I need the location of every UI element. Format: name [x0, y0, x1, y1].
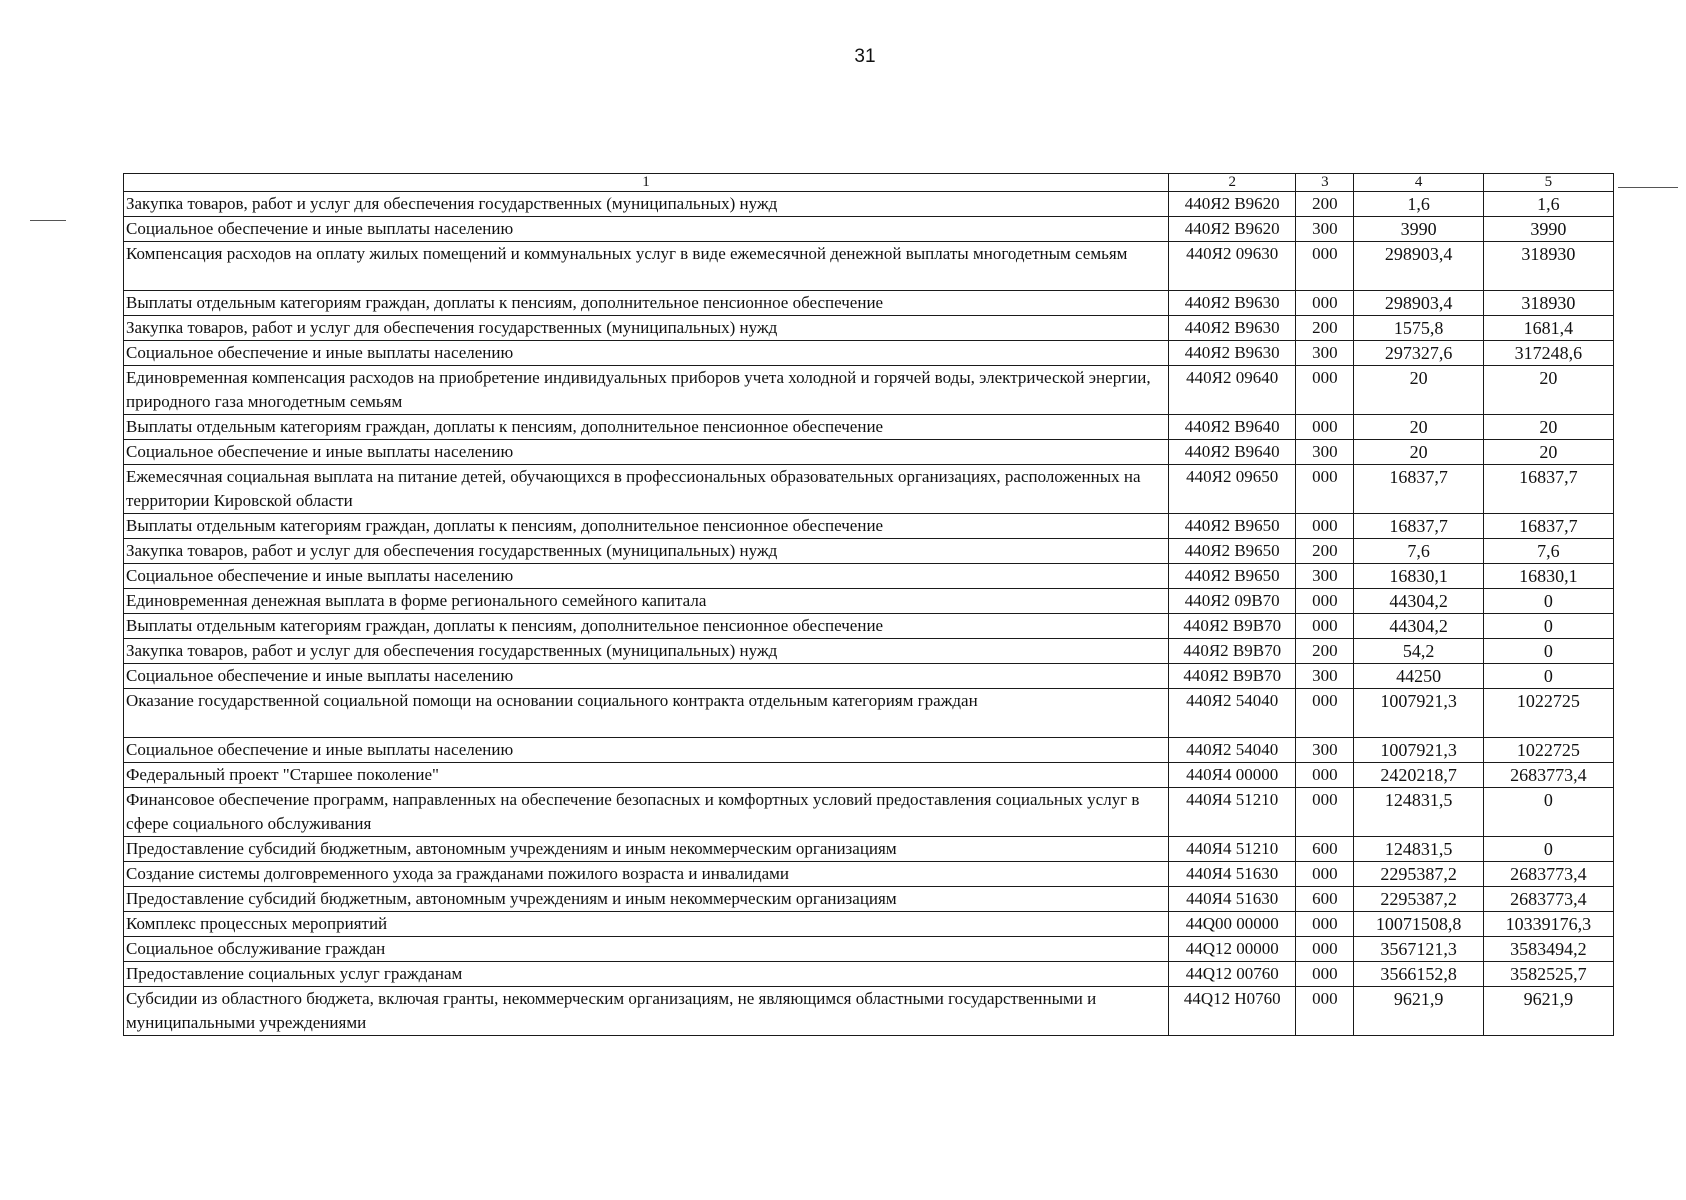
- row-code-cell: 440Я2 В9В70: [1169, 664, 1296, 689]
- row-value-col4-cell: 1,6: [1354, 192, 1483, 217]
- row-name-cell: Социальное обеспечение и иные выплаты населению: [124, 440, 1169, 465]
- row-type-cell: 200: [1296, 316, 1354, 341]
- row-type-cell: 000: [1296, 614, 1354, 639]
- row-value-col4-cell: 16830,1: [1354, 564, 1483, 589]
- row-type-cell: 000: [1296, 242, 1354, 291]
- row-type-cell: 000: [1296, 987, 1354, 1036]
- row-value-col5-cell: 0: [1483, 664, 1613, 689]
- table-row: [124, 316, 1614, 341]
- row-code-cell: 440Я2 В9650: [1169, 564, 1296, 589]
- row-name-cell: Социальное обслуживание граждан: [124, 937, 1169, 962]
- row-value-col5-cell: 1022725: [1483, 689, 1613, 738]
- row-code-cell: 440Я2 54040: [1169, 689, 1296, 738]
- row-code-cell: 440Я2 В9650: [1169, 514, 1296, 539]
- row-name-cell: Предоставление субсидий бюджетным, автономным учреждениям и иным некоммерческим организациям: [124, 887, 1169, 912]
- row-name-cell: Предоставление социальных услуг гражданам: [124, 962, 1169, 987]
- row-type-cell: 000: [1296, 962, 1354, 987]
- table-row: [124, 862, 1614, 887]
- row-type-cell: 300: [1296, 564, 1354, 589]
- row-value-col5-cell: 0: [1483, 614, 1613, 639]
- row-name-cell: Закупка товаров, работ и услуг для обеспечения государственных (муниципальных) нужд: [124, 316, 1169, 341]
- row-value-col4-cell: 3990: [1354, 217, 1483, 242]
- table-row: [124, 912, 1614, 937]
- row-name-cell: Социальное обеспечение и иные выплаты населению: [124, 738, 1169, 763]
- row-value-col5-cell: 9621,9: [1483, 987, 1613, 1036]
- row-type-cell: 000: [1296, 465, 1354, 514]
- row-type-cell: 300: [1296, 440, 1354, 465]
- row-value-col4-cell: 3567121,3: [1354, 937, 1483, 962]
- row-value-col5-cell: 1681,4: [1483, 316, 1613, 341]
- row-type-cell: 000: [1296, 937, 1354, 962]
- row-type-cell: 600: [1296, 887, 1354, 912]
- column-header: 3: [1296, 174, 1354, 192]
- row-type-cell: 300: [1296, 217, 1354, 242]
- table-row: [124, 366, 1614, 415]
- row-name-cell: Федеральный проект "Старшее поколение": [124, 763, 1169, 788]
- row-code-cell: 440Я2 В9В70: [1169, 614, 1296, 639]
- row-value-col5-cell: 3990: [1483, 217, 1613, 242]
- row-type-cell: 000: [1296, 788, 1354, 837]
- row-name-cell: Оказание государственной социальной помощи на основании социального контракта отдельным категориям граждан: [124, 689, 1169, 738]
- row-type-cell: 000: [1296, 912, 1354, 937]
- table-row: [124, 415, 1614, 440]
- row-value-col4-cell: 44304,2: [1354, 589, 1483, 614]
- column-header: 5: [1483, 174, 1613, 192]
- table-row: [124, 738, 1614, 763]
- row-code-cell: 44Q12 00000: [1169, 937, 1296, 962]
- row-value-col5-cell: 1,6: [1483, 192, 1613, 217]
- row-code-cell: 44Q12 Н0760: [1169, 987, 1296, 1036]
- row-value-col5-cell: 0: [1483, 589, 1613, 614]
- row-type-cell: 000: [1296, 862, 1354, 887]
- table-row: [124, 664, 1614, 689]
- row-name-cell: Социальное обеспечение и иные выплаты населению: [124, 664, 1169, 689]
- table-row: [124, 962, 1614, 987]
- row-value-col4-cell: 20: [1354, 440, 1483, 465]
- table-row: [124, 514, 1614, 539]
- row-name-cell: Ежемесячная социальная выплата на питание детей, обучающихся в профессиональных образовательных организациях, расположенных на территории Кировской области: [124, 465, 1169, 514]
- row-value-col4-cell: 297327,6: [1354, 341, 1483, 366]
- row-value-col4-cell: 124831,5: [1354, 837, 1483, 862]
- table-body: [124, 192, 1614, 1036]
- row-type-cell: 000: [1296, 366, 1354, 415]
- row-type-cell: 000: [1296, 763, 1354, 788]
- row-value-col5-cell: 0: [1483, 788, 1613, 837]
- row-name-cell: Закупка товаров, работ и услуг для обеспечения государственных (муниципальных) нужд: [124, 639, 1169, 664]
- table-header-row: [124, 174, 1614, 192]
- row-value-col5-cell: 0: [1483, 837, 1613, 862]
- row-value-col5-cell: 16837,7: [1483, 465, 1613, 514]
- row-value-col4-cell: 20: [1354, 415, 1483, 440]
- row-value-col4-cell: 3566152,8: [1354, 962, 1483, 987]
- row-code-cell: 440Я2 В9630: [1169, 341, 1296, 366]
- table-row: [124, 564, 1614, 589]
- row-code-cell: 440Я2 В9620: [1169, 192, 1296, 217]
- column-header: 1: [124, 174, 1169, 192]
- table-row: [124, 689, 1614, 738]
- page-number: 31: [854, 46, 876, 67]
- row-value-col4-cell: 54,2: [1354, 639, 1483, 664]
- row-type-cell: 000: [1296, 415, 1354, 440]
- row-name-cell: Социальное обеспечение и иные выплаты населению: [124, 217, 1169, 242]
- row-value-col4-cell: 7,6: [1354, 539, 1483, 564]
- row-code-cell: 440Я4 51630: [1169, 887, 1296, 912]
- table-row: [124, 341, 1614, 366]
- row-type-cell: 000: [1296, 514, 1354, 539]
- row-code-cell: 440Я2 09650: [1169, 465, 1296, 514]
- row-code-cell: 440Я2 54040: [1169, 738, 1296, 763]
- row-value-col5-cell: 3582525,7: [1483, 962, 1613, 987]
- row-value-col4-cell: 16837,7: [1354, 514, 1483, 539]
- row-code-cell: 44Q00 00000: [1169, 912, 1296, 937]
- row-value-col5-cell: 0: [1483, 639, 1613, 664]
- row-type-cell: 200: [1296, 639, 1354, 664]
- row-code-cell: 440Я2 В9640: [1169, 440, 1296, 465]
- row-name-cell: Социальное обеспечение и иные выплаты населению: [124, 341, 1169, 366]
- table-row: [124, 614, 1614, 639]
- row-value-col5-cell: 318930: [1483, 291, 1613, 316]
- row-value-col5-cell: 2683773,4: [1483, 862, 1613, 887]
- row-code-cell: 440Я2 В9640: [1169, 415, 1296, 440]
- row-code-cell: 440Я4 51630: [1169, 862, 1296, 887]
- row-value-col4-cell: 298903,4: [1354, 242, 1483, 291]
- row-code-cell: 44Q12 00760: [1169, 962, 1296, 987]
- row-value-col5-cell: 3583494,2: [1483, 937, 1613, 962]
- column-header: 4: [1354, 174, 1483, 192]
- table-row: [124, 937, 1614, 962]
- row-type-cell: 000: [1296, 291, 1354, 316]
- row-value-col4-cell: 16837,7: [1354, 465, 1483, 514]
- row-code-cell: 440Я2 09В70: [1169, 589, 1296, 614]
- row-value-col4-cell: 10071508,8: [1354, 912, 1483, 937]
- table-row: [124, 837, 1614, 862]
- row-value-col5-cell: 317248,6: [1483, 341, 1613, 366]
- row-value-col4-cell: 2420218,7: [1354, 763, 1483, 788]
- row-value-col4-cell: 298903,4: [1354, 291, 1483, 316]
- row-name-cell: Создание системы долговременного ухода за гражданами пожилого возраста и инвалидами: [124, 862, 1169, 887]
- row-name-cell: Компенсация расходов на оплату жилых помещений и коммунальных услуг в виде ежемесячной денежной выплаты многодетным семьям: [124, 242, 1169, 291]
- row-value-col5-cell: 318930: [1483, 242, 1613, 291]
- table-row: [124, 887, 1614, 912]
- row-name-cell: Социальное обеспечение и иные выплаты населению: [124, 564, 1169, 589]
- table-row: [124, 589, 1614, 614]
- row-value-col5-cell: 16837,7: [1483, 514, 1613, 539]
- row-name-cell: Единовременная денежная выплата в форме регионального семейного капитала: [124, 589, 1169, 614]
- row-value-col4-cell: 9621,9: [1354, 987, 1483, 1036]
- row-type-cell: 300: [1296, 341, 1354, 366]
- table-row: [124, 763, 1614, 788]
- row-code-cell: 440Я2 В9620: [1169, 217, 1296, 242]
- row-name-cell: Выплаты отдельным категориям граждан, доплаты к пенсиям, дополнительное пенсионное обеспечение: [124, 291, 1169, 316]
- row-name-cell: Закупка товаров, работ и услуг для обеспечения государственных (муниципальных) нужд: [124, 539, 1169, 564]
- table-row: [124, 440, 1614, 465]
- row-value-col4-cell: 1007921,3: [1354, 689, 1483, 738]
- row-code-cell: 440Я4 51210: [1169, 837, 1296, 862]
- row-code-cell: 440Я2 В9650: [1169, 539, 1296, 564]
- scan-artifact-left: [30, 220, 66, 221]
- row-value-col4-cell: 20: [1354, 366, 1483, 415]
- row-value-col4-cell: 44304,2: [1354, 614, 1483, 639]
- row-value-col4-cell: 1007921,3: [1354, 738, 1483, 763]
- row-code-cell: 440Я2 В9630: [1169, 316, 1296, 341]
- table-row: [124, 217, 1614, 242]
- row-value-col4-cell: 1575,8: [1354, 316, 1483, 341]
- row-type-cell: 300: [1296, 664, 1354, 689]
- table-row: [124, 639, 1614, 664]
- row-name-cell: Выплаты отдельным категориям граждан, доплаты к пенсиям, дополнительное пенсионное обеспечение: [124, 614, 1169, 639]
- row-code-cell: 440Я2 09630: [1169, 242, 1296, 291]
- row-code-cell: 440Я2 09640: [1169, 366, 1296, 415]
- row-value-col5-cell: 2683773,4: [1483, 763, 1613, 788]
- row-type-cell: 200: [1296, 539, 1354, 564]
- row-type-cell: 000: [1296, 589, 1354, 614]
- row-name-cell: Субсидии из областного бюджета, включая гранты, некоммерческим организациям, не являющимся областными государственными и муниципальными учреждениями: [124, 987, 1169, 1036]
- row-value-col5-cell: 10339176,3: [1483, 912, 1613, 937]
- row-value-col5-cell: 20: [1483, 366, 1613, 415]
- row-value-col5-cell: 20: [1483, 415, 1613, 440]
- row-value-col5-cell: 20: [1483, 440, 1613, 465]
- budget-table: [123, 173, 1614, 1036]
- table-row: [124, 788, 1614, 837]
- scan-artifact-right: [1618, 187, 1678, 188]
- table-row: [124, 539, 1614, 564]
- row-value-col4-cell: 2295387,2: [1354, 887, 1483, 912]
- row-code-cell: 440Я2 В9630: [1169, 291, 1296, 316]
- row-type-cell: 300: [1296, 738, 1354, 763]
- row-value-col4-cell: 2295387,2: [1354, 862, 1483, 887]
- row-value-col5-cell: 16830,1: [1483, 564, 1613, 589]
- row-type-cell: 600: [1296, 837, 1354, 862]
- row-name-cell: Финансовое обеспечение программ, направленных на обеспечение безопасных и комфортных условий предоставления социальных услуг в сфере социального обслуживания: [124, 788, 1169, 837]
- row-value-col5-cell: 1022725: [1483, 738, 1613, 763]
- row-code-cell: 440Я4 00000: [1169, 763, 1296, 788]
- row-value-col4-cell: 44250: [1354, 664, 1483, 689]
- table-row: [124, 987, 1614, 1036]
- row-name-cell: Комплекс процессных мероприятий: [124, 912, 1169, 937]
- row-value-col4-cell: 124831,5: [1354, 788, 1483, 837]
- row-type-cell: 200: [1296, 192, 1354, 217]
- table-row: [124, 465, 1614, 514]
- row-name-cell: Предоставление субсидий бюджетным, автономным учреждениям и иным некоммерческим организациям: [124, 837, 1169, 862]
- row-value-col5-cell: 2683773,4: [1483, 887, 1613, 912]
- row-name-cell: Единовременная компенсация расходов на приобретение индивидуальных приборов учета холодной и горячей воды, электрической энергии, природного газа многодетным семьям: [124, 366, 1169, 415]
- row-code-cell: 440Я2 В9В70: [1169, 639, 1296, 664]
- table-row: [124, 242, 1614, 291]
- row-name-cell: Выплаты отдельным категориям граждан, доплаты к пенсиям, дополнительное пенсионное обеспечение: [124, 514, 1169, 539]
- table-row: [124, 291, 1614, 316]
- column-header: 2: [1169, 174, 1296, 192]
- table-row: [124, 192, 1614, 217]
- row-name-cell: Выплаты отдельным категориям граждан, доплаты к пенсиям, дополнительное пенсионное обеспечение: [124, 415, 1169, 440]
- row-name-cell: Закупка товаров, работ и услуг для обеспечения государственных (муниципальных) нужд: [124, 192, 1169, 217]
- row-type-cell: 000: [1296, 689, 1354, 738]
- row-code-cell: 440Я4 51210: [1169, 788, 1296, 837]
- row-value-col5-cell: 7,6: [1483, 539, 1613, 564]
